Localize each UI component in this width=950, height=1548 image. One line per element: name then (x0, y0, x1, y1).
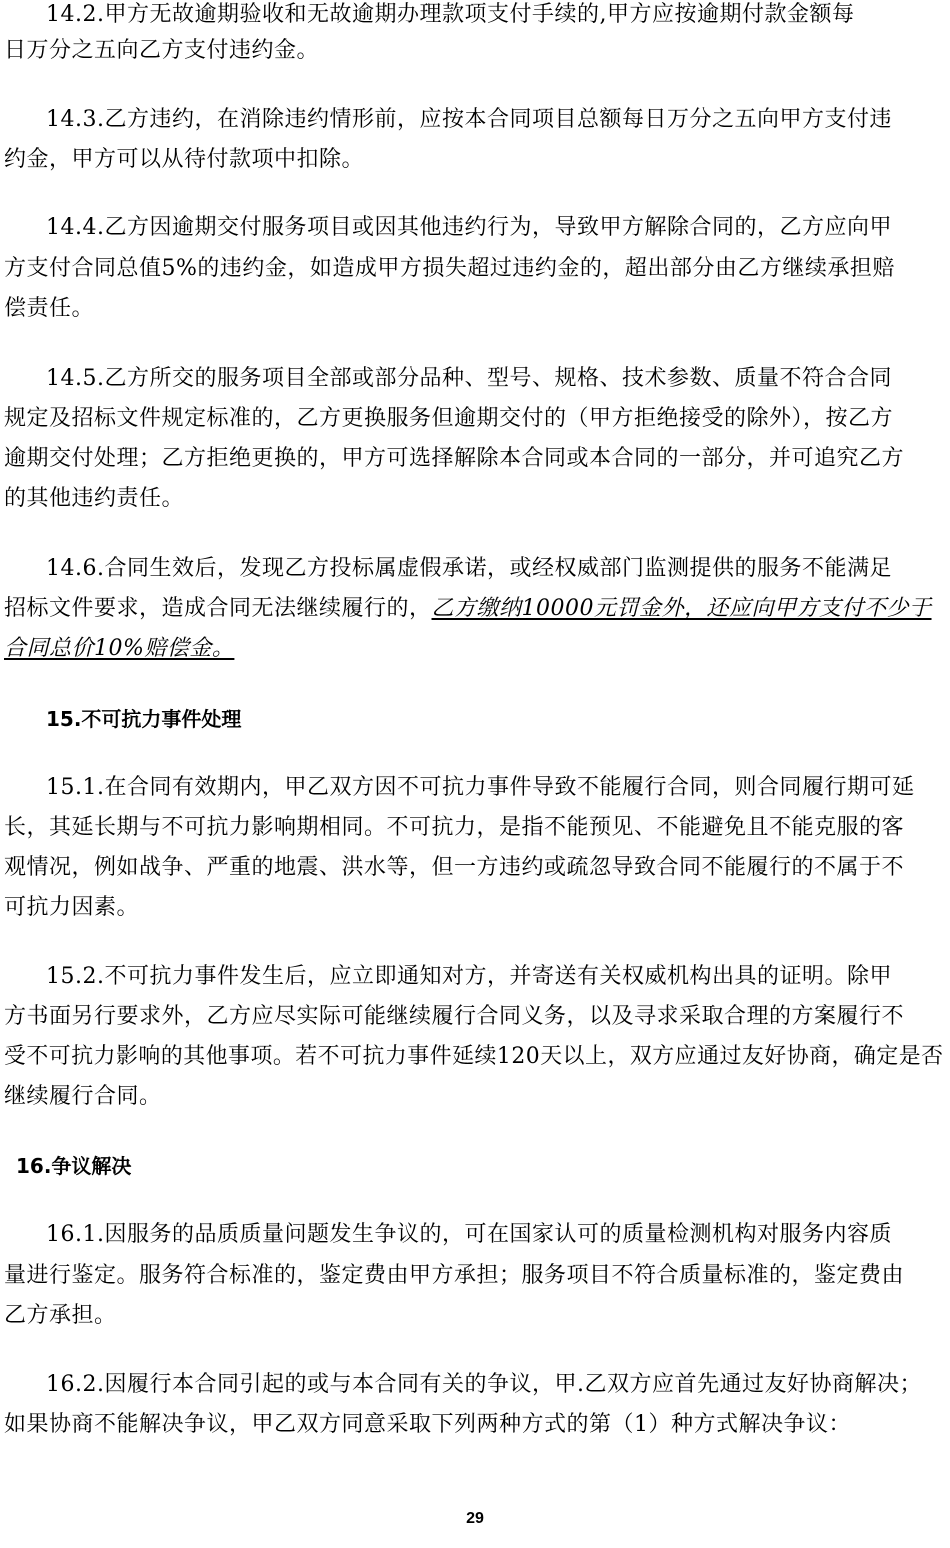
section-heading-16: 16.争议解决 (16, 1154, 132, 1178)
paragraph-16-2-line-1: 16.2.因履行本合同引起的或与本合同有关的争议，甲.乙双方应首先通过友好协商解决； (46, 1372, 922, 1397)
paragraph-15-1-line-2: 长，其延长期与不可抗力影响期相同。不可抗力，是指不能预见、不能避免且不能克服的客 (4, 815, 905, 840)
paragraph-16-1-line-1: 16.1.因服务的品质质量问题发生争议的，可在国家认可的质量检测机构对服务内容质 (46, 1222, 892, 1247)
paragraph-14-4-line-2: 方支付合同总值5%的违约金，如造成甲方损失超过违约金的，超出部分由乙方继续承担赔 (4, 256, 895, 281)
paragraph-15-2-line-2: 方书面另行要求外，乙方应尽实际可能继续履行合同义务，以及寻求采取合理的方案履行不 (4, 1004, 905, 1029)
paragraph-15-1-line-4: 可抗力因素。 (4, 895, 140, 920)
paragraph-14-4-line-3: 偿责任。 (4, 296, 95, 321)
page-number: 29 (466, 1510, 484, 1527)
paragraph-16-2-line-2: 如果协商不能解决争议，甲乙双方同意采取下列两种方式的第（1）种方式解决争议： (4, 1412, 851, 1437)
paragraph-14-3-line-1: 14.3.乙方违约，在消除违约情形前，应按本合同项目总额每日万分之五向甲方支付违 (46, 107, 892, 132)
compensation-clause-emphasis: 合同总价10%赔偿金。 (4, 636, 235, 661)
paragraph-14-6-line-2 (4, 594, 932, 624)
paragraph-15-2-line-3: 受不可抗力影响的其他事项。若不可抗力事件延续120天以上，双方应通过友好协商，确定是否 (4, 1044, 944, 1069)
paragraph-14-4-line-1: 14.4.乙方因逾期交付服务项目或因其他违约行为，导致甲方解除合同的，乙方应向甲 (46, 215, 892, 240)
paragraph-15-2-line-1: 15.2.不可抗力事件发生后，应立即通知对方，并寄送有关权威机构出具的证明。除甲 (46, 964, 892, 989)
paragraph-15-2-line-4: 继续履行合同。 (4, 1084, 162, 1109)
paragraph-16-1-line-2: 量进行鉴定。服务符合标准的，鉴定费由甲方承担；服务项目不符合质量标准的，鉴定费由 (4, 1263, 905, 1288)
paragraph-15-1-line-3: 观情况，例如战争、严重的地震、洪水等，但一方违约或疏忽导致合同不能履行的不属于不 (4, 855, 905, 880)
paragraph-14-5-line-2: 规定及招标文件规定标准的，乙方更换服务但逾期交付的（甲方拒绝接受的除外），按乙方 (4, 406, 894, 431)
paragraph-14-3-line-2: 约金，甲方可以从待付款项中扣除。 (4, 147, 365, 172)
section-heading-15: 15.不可抗力事件处理 (46, 707, 242, 731)
paragraph-14-6-line-2-text: 招标文件要求，造成合同无法继续履行的， (4, 596, 432, 621)
paragraph-14-5-line-1: 14.5.乙方所交的服务项目全部或部分品种、型号、规格、技术参数、质量不符合合同 (46, 366, 892, 391)
paragraph-14-6-line-1: 14.6.合同生效后，发现乙方投标属虚假承诺，或经权威部门监测提供的服务不能满足 (46, 556, 892, 581)
penalty-clause-emphasis: 乙方缴纳10000元罚金外，还应向甲方支付不少于 (431, 596, 932, 621)
paragraph-15-1-line-1: 15.1.在合同有效期内，甲乙双方因不可抗力事件导致不能履行合同，则合同履行期可延 (46, 775, 915, 800)
paragraph-14-6-line-3 (4, 634, 234, 664)
paragraph-14-2-line-1: 14.2.甲方无故逾期验收和无故逾期办理款项支付手续的,甲方应按逾期付款金额每 (46, 2, 855, 27)
paragraph-14-2-line-2: 日万分之五向乙方支付违约金。 (4, 38, 320, 63)
paragraph-14-5-line-4: 的其他违约责任。 (4, 486, 185, 511)
paragraph-16-1-line-3: 乙方承担。 (4, 1303, 117, 1328)
paragraph-14-5-line-3: 逾期交付处理；乙方拒绝更换的，甲方可选择解除本合同或本合同的一部分，并可追究乙方 (4, 446, 905, 471)
